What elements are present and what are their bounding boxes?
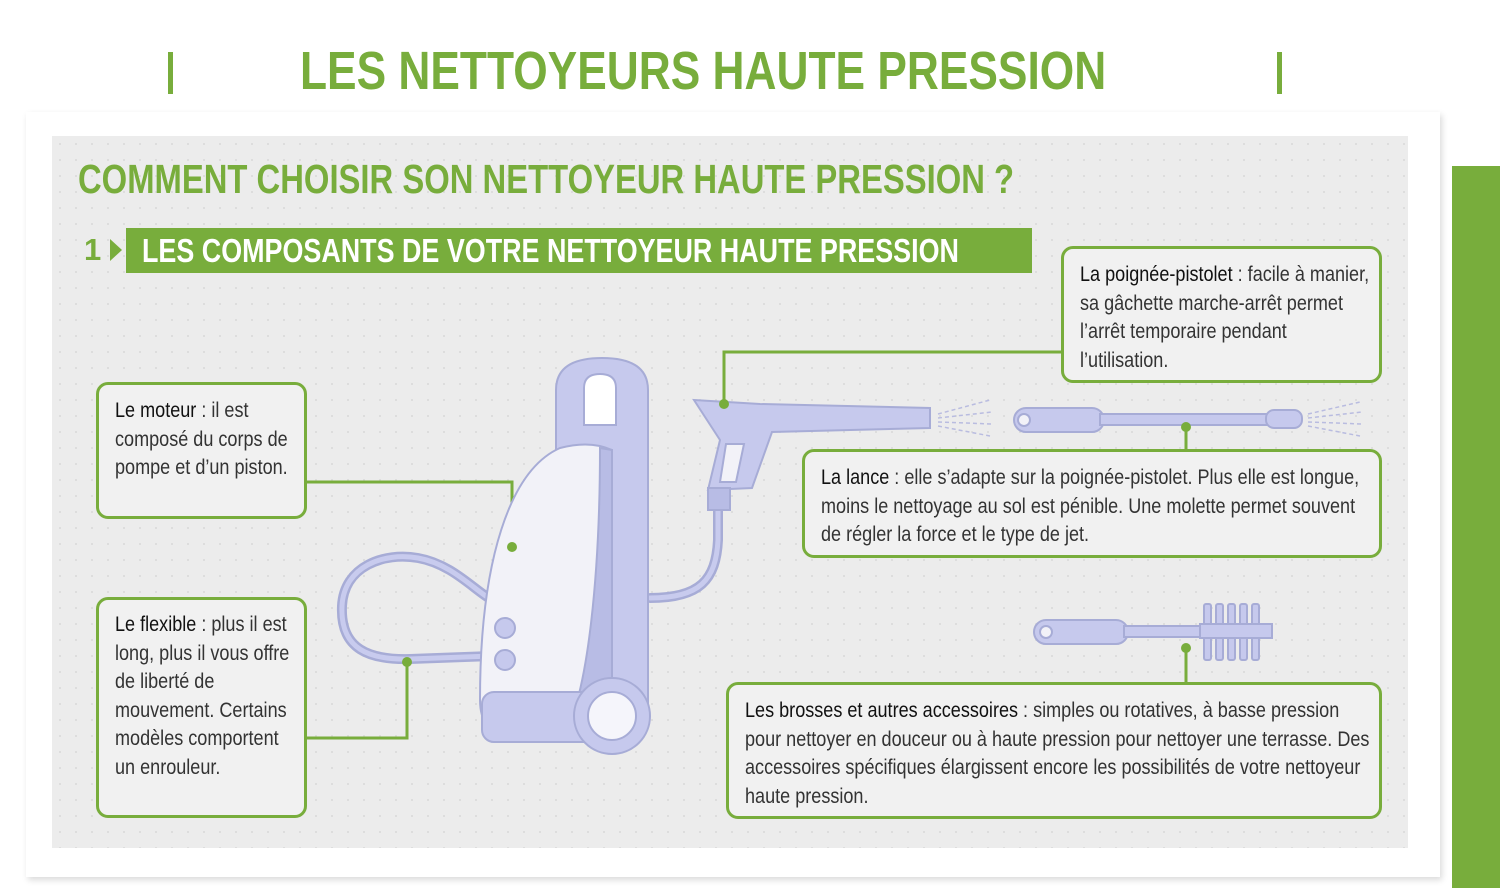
callout-poignee-term: La poignée-pistolet [1080,263,1233,286]
connector-poignee [724,352,1062,404]
callout-poignee [1061,246,1382,383]
section-number: 1 [84,232,102,267]
main-title: LES NETTOYEURS HAUTE PRESSION [300,41,1107,101]
callout-moteur-term: Le moteur [115,399,197,422]
callout-brosses [726,682,1382,819]
callout-moteur [96,382,307,519]
callout-flexible-term: Le flexible [115,613,197,636]
callout-lance [802,449,1382,558]
infographic-subtitle: COMMENT CHOISIR SON NETTOYEUR HAUTE PRESSION ? [78,156,1015,202]
pressure-washer-illustration [480,358,650,754]
callout-poignee-text: : facile à manier, sa gâchette marche-arrêt permet l’arrêt temporaire pendant l’utilisation. [1080,263,1370,372]
callout-moteur-text: : il est composé du corps de pompe et d’un piston. [115,399,288,479]
callout-lance-term: La lance [821,466,890,489]
connector-moteur [306,482,512,547]
callout-lance-text: : elle s’adapte sur la poignée-pistolet. Plus elle est longue, moins le nettoyage au sol est pénible. Une molette permet souvent de régler la force et le type de jet. [821,466,1360,546]
callout-flexible-text: : plus il est long, plus il vous offre de liberté de mouvement. Certains modèles comportent un enrouleur. [115,613,290,779]
callout-flexible [96,597,307,818]
callout-brosses-text: : simples ou rotatives, à basse pression pour nettoyer en douceur ou à haute pression pour nettoyer une terrasse. Des accessoires spécifiques élargissent encore les possibilités de votre nettoyeur haute pression. [745,699,1370,808]
callout-brosses-term: Les brosses et autres accessoires [745,699,1019,722]
lance-illustration [1014,408,1302,432]
connector-flexible [306,662,407,738]
section-title: LES COMPOSANTS DE VOTRE NETTOYEUR HAUTE PRESSION [142,232,959,269]
spray-lines-1 [938,400,992,436]
spray-lines-2 [1308,402,1362,436]
brush-illustration [1034,604,1272,660]
